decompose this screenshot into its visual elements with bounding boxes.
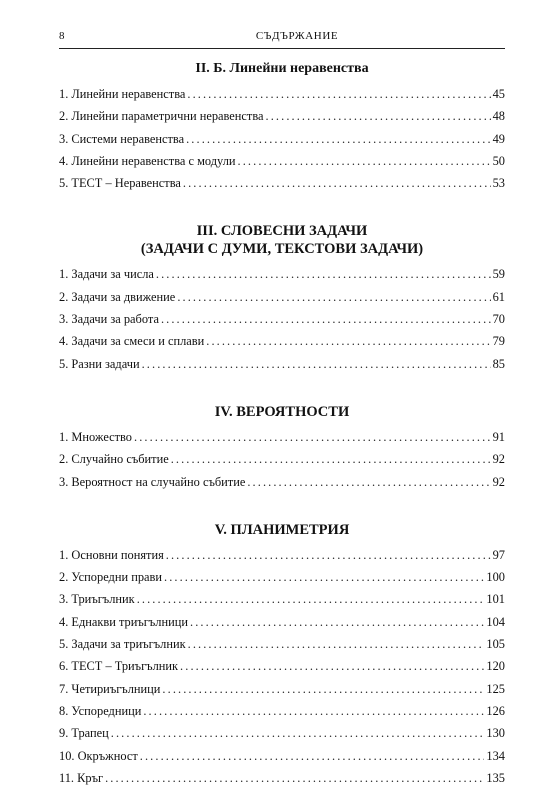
toc-entry[interactable] xyxy=(59,614,505,636)
toc-entry-title: 3. Триъгълник xyxy=(59,592,135,607)
running-header xyxy=(59,28,505,49)
toc-entry[interactable] xyxy=(59,356,505,378)
dot-leader xyxy=(140,748,485,764)
toc-entry[interactable] xyxy=(59,681,505,703)
toc-entry[interactable] xyxy=(59,311,505,333)
section-spacer xyxy=(59,496,505,521)
toc-entry-page: 104 xyxy=(486,614,505,629)
section-title-text: III. СЛОВЕСНИ ЗАДАЧИ xyxy=(196,223,368,240)
section-title xyxy=(59,521,505,539)
dot-leader xyxy=(111,725,485,741)
section-spacer xyxy=(59,197,505,222)
dot-leader xyxy=(266,108,491,124)
dot-leader xyxy=(247,474,490,490)
dot-leader xyxy=(187,86,490,102)
toc-entry[interactable] xyxy=(59,474,505,496)
dot-leader xyxy=(162,681,484,697)
toc-entry-title: 3. Задачи за работа xyxy=(59,312,159,327)
dot-leader xyxy=(190,614,484,630)
dot-leader xyxy=(105,770,484,786)
toc-entry-title: 1. Множество xyxy=(59,429,133,444)
dot-leader xyxy=(142,356,491,372)
toc-entry-title: 9. Трапец xyxy=(59,726,109,741)
toc-entry[interactable] xyxy=(59,153,505,175)
toc-entry[interactable] xyxy=(59,289,505,311)
toc-entry-title: 4. Еднакви триъгълници xyxy=(59,614,188,629)
toc-entry-title: 11. Кръг xyxy=(59,770,104,785)
toc-entry[interactable] xyxy=(59,591,505,613)
toc-entry-title: 7. Четириъгълници xyxy=(59,681,161,696)
dot-leader xyxy=(161,311,491,327)
dot-leader xyxy=(164,569,484,585)
toc-entry-title: 6. ТЕСТ – Триъгълник xyxy=(59,659,179,674)
toc-entry-page: 125 xyxy=(486,681,505,696)
toc-entry-page: 61 xyxy=(492,289,505,304)
toc-section-3 xyxy=(59,222,505,377)
toc-entry-page: 120 xyxy=(486,659,505,674)
toc-entry[interactable] xyxy=(59,748,505,770)
toc-entry-page: 101 xyxy=(486,592,505,607)
toc-entry[interactable] xyxy=(59,569,505,591)
toc-entry-title: 3. Системи неравенства xyxy=(59,131,185,146)
toc-entry[interactable] xyxy=(59,770,505,792)
toc-entry[interactable] xyxy=(59,547,505,569)
toc-entry-title: 10. Окръжност xyxy=(59,748,138,763)
dot-leader xyxy=(177,289,490,305)
toc-entry-page: 100 xyxy=(486,570,505,585)
section-title-text: II. Б. Линейни неравенства xyxy=(195,61,369,76)
dot-leader xyxy=(180,658,484,674)
toc-entry-page: 79 xyxy=(492,334,505,349)
section-title-text: IV. ВЕРОЯТНОСТИ xyxy=(214,403,350,420)
dot-leader xyxy=(137,591,485,607)
toc-entry[interactable] xyxy=(59,725,505,747)
toc-entry-title: 1. Линейни неравенства xyxy=(59,87,186,101)
toc-entry-title: 2. Линейни параметрични неравенства xyxy=(59,109,264,124)
toc-entry[interactable] xyxy=(59,636,505,658)
toc-entry-title: 2. Успоредни прави xyxy=(59,570,163,585)
toc-entry-title: 1. Задачи за числа xyxy=(59,267,154,282)
toc-section-5 xyxy=(59,521,505,792)
toc-entry-title: 5. Задачи за триъгълник xyxy=(59,637,186,652)
toc-entry-title: 8. Успоредници xyxy=(59,703,142,718)
toc-list xyxy=(59,86,505,197)
toc-entry[interactable] xyxy=(59,429,505,451)
toc-section-2b xyxy=(59,60,505,197)
toc-entry[interactable] xyxy=(59,333,505,355)
table-of-contents xyxy=(59,60,505,792)
toc-entry[interactable] xyxy=(59,703,505,725)
toc-entry-page: 135 xyxy=(486,770,505,785)
dot-leader xyxy=(183,175,491,191)
section-title xyxy=(59,222,505,258)
toc-entry-title: 4. Линейни неравенства с модули xyxy=(59,153,236,168)
toc-entry-page: 130 xyxy=(486,726,505,741)
toc-entry-page: 134 xyxy=(486,748,505,763)
toc-section-4 xyxy=(59,403,505,496)
section-title xyxy=(59,403,505,421)
toc-entry[interactable] xyxy=(59,658,505,680)
toc-entry-page: 126 xyxy=(486,703,505,718)
toc-entry-page: 85 xyxy=(492,356,505,371)
toc-list xyxy=(59,266,505,377)
toc-entry[interactable] xyxy=(59,175,505,197)
toc-entry-title: 3. Вероятност на случайно събитие xyxy=(59,474,246,489)
dot-leader xyxy=(206,333,490,349)
dot-leader xyxy=(171,451,491,467)
section-subtitle-text: (ЗАДАЧИ С ДУМИ, ТЕКСТОВИ ЗАДАЧИ) xyxy=(140,241,424,258)
toc-entry-page: 70 xyxy=(492,312,505,327)
dot-leader xyxy=(134,429,491,445)
toc-entry-title: 4. Задачи за смеси и сплави xyxy=(59,334,205,349)
dot-leader xyxy=(186,131,491,147)
toc-entry-page: 92 xyxy=(492,474,505,489)
toc-entry-title: 2. Задачи за движение xyxy=(59,289,176,304)
toc-entry[interactable] xyxy=(59,266,505,288)
toc-entry-page: 45 xyxy=(492,87,505,101)
dot-leader xyxy=(238,153,491,169)
toc-entry-title: 2. Случайно събитие xyxy=(59,452,169,467)
toc-entry-page: 105 xyxy=(486,637,505,652)
toc-entry[interactable] xyxy=(59,108,505,130)
toc-entry-title: 5. ТЕСТ – Неравенства xyxy=(59,176,181,191)
toc-entry-page: 91 xyxy=(492,429,505,444)
toc-entry-page: 48 xyxy=(492,109,505,124)
toc-entry-page: 49 xyxy=(492,131,505,146)
toc-entry[interactable] xyxy=(59,451,505,473)
toc-entry-page: 92 xyxy=(492,452,505,467)
dot-leader xyxy=(143,703,484,719)
toc-entry[interactable] xyxy=(59,86,505,108)
toc-entry-page: 97 xyxy=(492,547,505,562)
toc-entry-page: 50 xyxy=(492,153,505,168)
section-title xyxy=(59,60,505,78)
dot-leader xyxy=(156,266,491,282)
toc-entry-title: 5. Разни задачи xyxy=(59,356,140,371)
toc-entry[interactable] xyxy=(59,131,505,153)
toc-list xyxy=(59,547,505,792)
running-title: СЪДЪРЖАНИЕ xyxy=(255,30,339,42)
section-title-text: V. ПЛАНИМЕТРИЯ xyxy=(214,521,350,538)
dot-leader xyxy=(188,636,485,652)
section-spacer xyxy=(59,378,505,403)
page-number: 8 xyxy=(59,30,65,42)
toc-list xyxy=(59,429,505,496)
toc-entry-title: 1. Основни понятия xyxy=(59,547,164,562)
dot-leader xyxy=(166,547,491,563)
toc-entry-page: 53 xyxy=(492,176,505,191)
toc-entry-page: 59 xyxy=(492,267,505,282)
